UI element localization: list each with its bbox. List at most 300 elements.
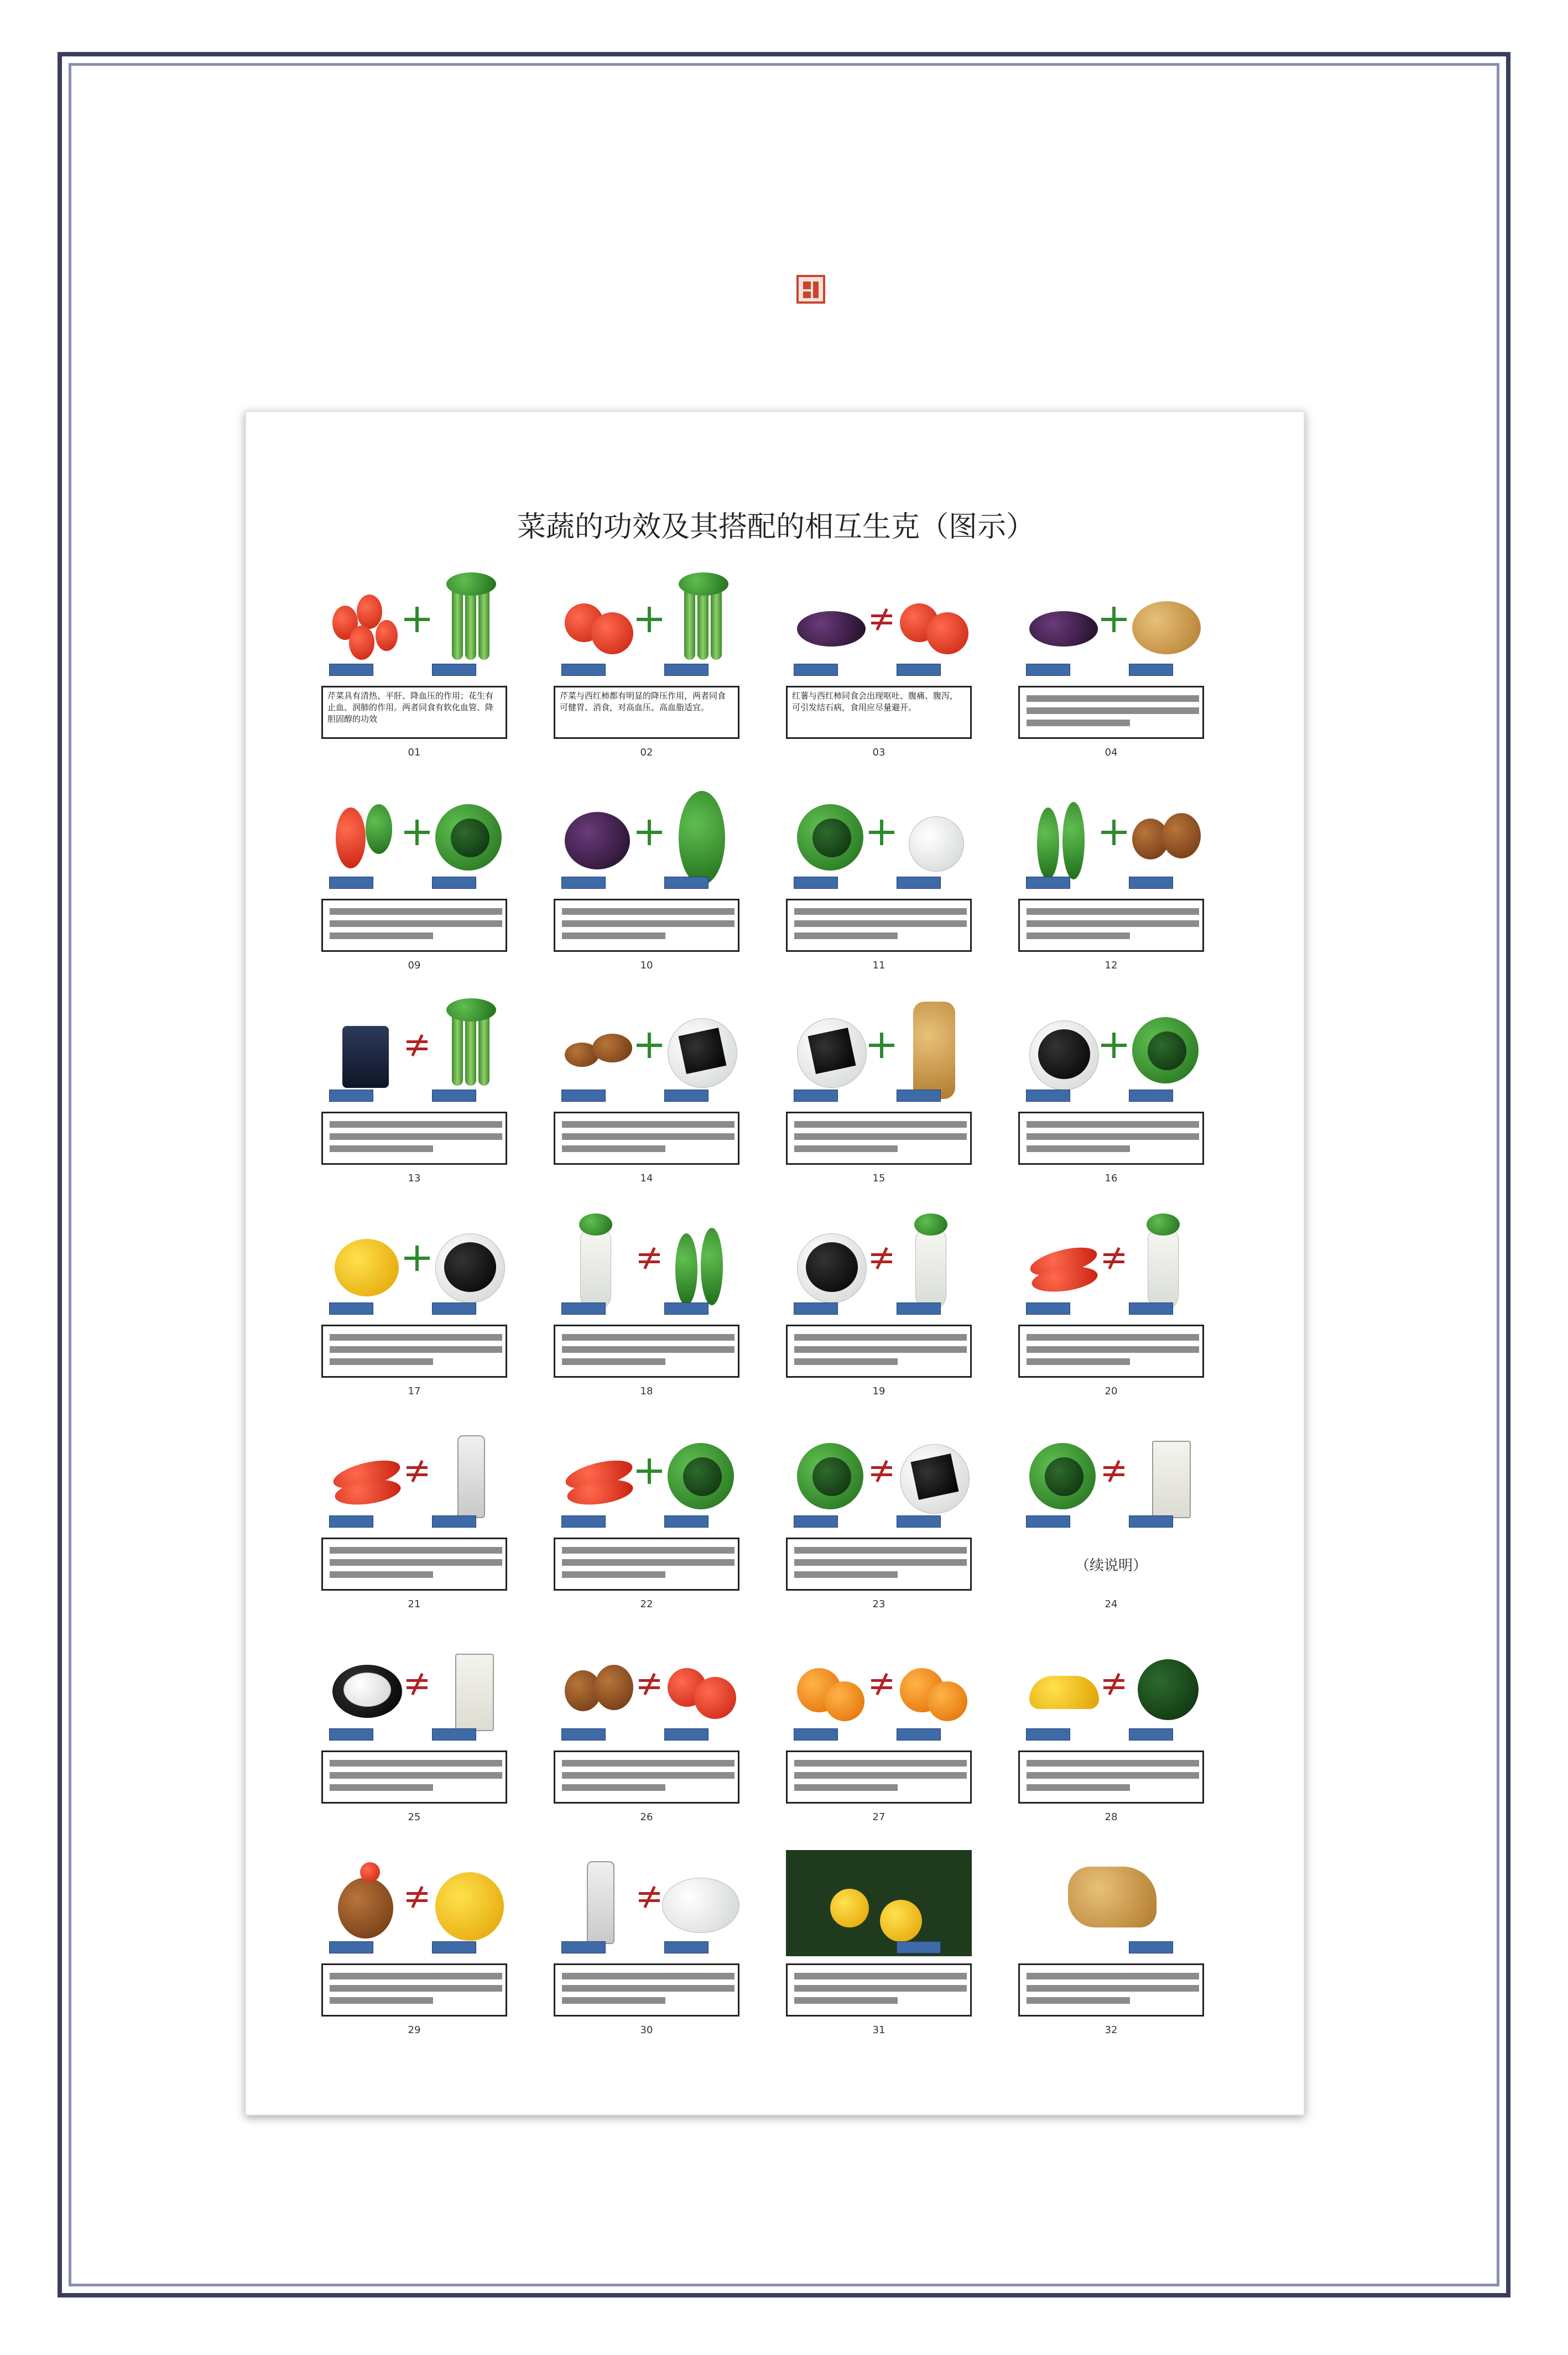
food-name-tag <box>1129 877 1173 889</box>
red-nuts-icon <box>376 620 398 651</box>
caption-text-lines <box>330 1334 502 1371</box>
caption-box <box>1018 1112 1204 1165</box>
food-photo <box>321 1637 507 1743</box>
food-name-tag <box>561 1302 606 1315</box>
cell-number: 13 <box>408 1173 421 1184</box>
radish-icon <box>580 1228 611 1311</box>
food-pair-cell <box>319 1637 509 1839</box>
name-tags <box>786 1728 972 1742</box>
cell-number: 24 <box>1105 1598 1118 1610</box>
food-name-tag <box>1026 1090 1070 1102</box>
name-tags <box>1018 1941 1204 1955</box>
caption-line <box>1027 1985 1199 1992</box>
caption-line <box>330 1772 502 1779</box>
caption-box <box>786 1325 972 1378</box>
caption-text-lines <box>562 1121 734 1158</box>
caption-line <box>330 1358 433 1365</box>
sheep-icon <box>662 1878 739 1933</box>
scallion-icon <box>446 998 496 1022</box>
caption-line <box>330 1133 502 1140</box>
caption-line <box>1027 1997 1130 2004</box>
caption-line <box>1027 908 1199 915</box>
food-photo <box>786 1850 972 1956</box>
name-tags <box>554 664 739 677</box>
food-name-tag <box>897 1090 941 1102</box>
caption-line <box>1027 920 1199 927</box>
celery-icon <box>446 572 496 596</box>
radish-icon <box>579 1213 612 1236</box>
white-fungus-icon <box>335 1239 399 1296</box>
radish-icon <box>1147 1213 1180 1236</box>
tomato-icon <box>591 612 633 654</box>
garlic-icon <box>909 816 964 872</box>
food-pair-cell <box>784 1850 974 2052</box>
caption-text-lines <box>562 1547 734 1583</box>
continuation-note: （续说明） <box>1075 1557 1147 1574</box>
caption-line <box>330 1145 433 1152</box>
cell-number: 16 <box>1105 1173 1118 1184</box>
cell-number: 32 <box>1105 2024 1118 2036</box>
name-tags <box>321 877 507 890</box>
caption-line <box>794 1997 898 2004</box>
potato-icon <box>1162 813 1201 858</box>
caption-text-lines <box>562 1973 734 2009</box>
caption-line <box>562 1571 665 1578</box>
food-pair-cell <box>784 1211 974 1413</box>
name-tags <box>321 1090 507 1103</box>
caption-text-lines <box>1027 908 1199 945</box>
food-name-tag <box>664 1728 709 1741</box>
not-equal-icon <box>869 1458 894 1484</box>
food-name-tag <box>664 1941 709 1953</box>
caption-box <box>321 1963 507 2017</box>
cell-number: 31 <box>872 2024 885 2036</box>
cucumber-icon <box>701 1228 723 1305</box>
caption-line <box>330 1547 502 1554</box>
name-tags <box>554 877 739 890</box>
plus-icon <box>637 820 662 845</box>
watermelon-icon <box>1138 1659 1199 1720</box>
milk-icon <box>1152 1441 1191 1518</box>
scallion-icon <box>478 1013 489 1086</box>
food-photo <box>321 572 507 679</box>
name-tags <box>321 1515 507 1529</box>
rooster-icon <box>360 1862 380 1882</box>
food-name-tag <box>794 1515 838 1528</box>
caption-text-lines <box>330 1973 502 2009</box>
caption-line <box>562 1760 734 1767</box>
food-name-tag <box>664 877 709 889</box>
caption-box <box>786 1538 972 1591</box>
food-pair-cell <box>784 998 974 1200</box>
food-pair-cell <box>1016 1850 1206 2052</box>
celery-icon <box>711 587 722 660</box>
food-name-tag <box>329 877 373 889</box>
caption-line <box>794 1346 967 1353</box>
mushroom-icon <box>592 1034 632 1062</box>
plus-icon <box>637 1033 662 1058</box>
pepper-icon <box>336 807 366 868</box>
spinach-icon <box>812 1457 851 1496</box>
food-name-tag <box>432 1515 476 1528</box>
cell-number: 29 <box>408 2024 421 2036</box>
pepper-icon <box>366 804 392 854</box>
cell-number: 26 <box>640 1811 653 1823</box>
caption-line <box>562 1559 734 1566</box>
enoki-icon <box>913 1002 955 1099</box>
cell-number: 15 <box>872 1173 885 1184</box>
food-pair-cell <box>551 998 742 1200</box>
cell-number: 01 <box>408 747 421 758</box>
cell-number: 23 <box>872 1598 885 1610</box>
caption-line <box>1027 1760 1199 1767</box>
caption-box <box>1018 1963 1204 2017</box>
plus-icon <box>404 1246 430 1271</box>
caption-line <box>794 920 967 927</box>
cell-number: 17 <box>408 1385 421 1397</box>
name-tags <box>554 1090 739 1103</box>
caption-text-lines <box>794 1334 967 1371</box>
food-name-tag <box>794 1302 838 1315</box>
food-name-tag <box>329 664 373 676</box>
caption-box <box>1018 1750 1204 1804</box>
caption-line <box>562 932 665 939</box>
food-pair-cell <box>319 1424 509 1626</box>
milk-icon <box>455 1654 494 1731</box>
liquor-icon <box>457 1435 485 1518</box>
spinach-icon <box>1045 1457 1083 1496</box>
food-pair-cell <box>784 1637 974 1839</box>
food-pair-cell <box>1016 572 1206 774</box>
caption-line <box>1027 707 1199 714</box>
caption-line <box>1027 695 1199 702</box>
caption-text-lines <box>1027 1973 1199 2009</box>
not-equal-icon <box>869 1246 894 1271</box>
food-name-tag <box>561 1515 606 1528</box>
eggplant-icon <box>565 812 630 869</box>
caption-line <box>794 1145 898 1152</box>
food-photo <box>1018 1850 1204 1956</box>
name-tags <box>554 1941 739 1955</box>
food-photo <box>554 1850 739 1956</box>
caption-line <box>562 1346 734 1353</box>
caption-line <box>794 932 898 939</box>
name-tags <box>786 1515 972 1529</box>
caption-line <box>330 1997 433 2004</box>
caption-line <box>562 1985 734 1992</box>
food-pair-cell <box>551 785 742 987</box>
food-pair-cell <box>784 1424 974 1626</box>
food-photo <box>321 1424 507 1530</box>
food-photo <box>321 998 507 1104</box>
celery-icon <box>679 572 728 596</box>
food-photo <box>1018 998 1204 1104</box>
cell-number: 02 <box>640 747 653 758</box>
name-tags <box>786 1941 972 1955</box>
caption-line <box>562 1973 734 1979</box>
cucumber-icon <box>675 1233 697 1305</box>
food-name-tag <box>664 1302 709 1315</box>
caption-line <box>562 1334 734 1341</box>
food-name-tag <box>1129 1941 1173 1953</box>
caption-line <box>1027 1346 1199 1353</box>
poster-sheet <box>245 411 1305 2116</box>
radish-icon <box>914 1213 947 1236</box>
radish-icon <box>1148 1228 1179 1311</box>
caption-line <box>794 1760 967 1767</box>
food-name-tag <box>1026 1728 1070 1741</box>
not-equal-icon <box>869 1671 894 1697</box>
food-name-tag <box>329 1302 373 1315</box>
food-name-tag <box>664 1090 709 1102</box>
sweet-potato-icon <box>1029 611 1098 647</box>
caption-box <box>321 1750 507 1804</box>
food-name-tag <box>432 1728 476 1741</box>
red-nuts-icon <box>357 595 382 629</box>
caption-text-lines <box>794 908 967 945</box>
caption-line <box>1027 1145 1130 1152</box>
plus-icon <box>869 820 894 845</box>
caption-line <box>330 908 502 915</box>
caption-box <box>554 1750 739 1804</box>
caption-line <box>794 1334 967 1341</box>
plus-icon <box>1101 607 1127 632</box>
black-fungus-icon <box>444 1242 496 1292</box>
caption-line <box>562 1145 665 1152</box>
caption-box <box>786 1963 972 2017</box>
food-name-tag <box>1129 1090 1173 1102</box>
spinach-icon <box>683 1457 722 1496</box>
caption-line <box>330 1334 502 1341</box>
caption-line <box>794 1973 967 1979</box>
cell-number: 22 <box>640 1598 653 1610</box>
caption-text-lines <box>330 1760 502 1796</box>
plus-icon <box>404 820 430 845</box>
seal-stamp <box>796 275 825 304</box>
food-name-tag <box>1129 664 1173 676</box>
lemon-icon <box>928 1681 967 1721</box>
caption-line <box>562 1997 665 2004</box>
caption-text-lines <box>794 1760 967 1796</box>
cell-number: 14 <box>640 1173 653 1184</box>
caption-box <box>786 899 972 952</box>
food-pair-cell <box>319 572 509 774</box>
not-equal-icon <box>404 1033 430 1058</box>
food-pair-cell <box>1016 1424 1206 1626</box>
caption-line <box>794 1985 967 1992</box>
caption-text-lines <box>794 1121 967 1158</box>
honey-jar-icon <box>342 1026 389 1088</box>
plus-icon <box>637 1458 662 1484</box>
name-tags <box>321 1941 507 1955</box>
greens-icon <box>451 819 489 857</box>
name-tags <box>554 1302 739 1316</box>
rooster-icon <box>338 1878 393 1939</box>
caption-line <box>330 1760 502 1767</box>
caption-line <box>1027 1358 1130 1365</box>
celery-icon <box>478 587 489 660</box>
caption-line <box>562 1358 665 1365</box>
caption-line <box>794 1358 898 1365</box>
name-tags <box>1018 877 1204 890</box>
food-name-tag <box>329 1090 373 1102</box>
food-name-tag <box>329 1941 373 1953</box>
caption-line <box>330 1346 502 1353</box>
caption-text-lines <box>330 908 502 945</box>
food-pair-cell <box>551 1424 742 1626</box>
caption-box <box>786 1112 972 1165</box>
caption-line <box>330 1559 502 1566</box>
caption-box <box>554 1112 739 1165</box>
caption-line <box>794 1571 898 1578</box>
not-equal-icon <box>637 1884 662 1910</box>
plus-icon <box>637 607 662 632</box>
food-name-tag <box>432 1090 476 1102</box>
not-equal-icon <box>1101 1246 1127 1271</box>
caption-line <box>562 908 734 915</box>
cell-number: 18 <box>640 1385 653 1397</box>
food-pair-cell <box>319 1211 509 1413</box>
poster-title: 菜蔬的功效及其搭配的相互生克（图示） <box>517 510 1035 544</box>
food-name-tag <box>561 1090 606 1102</box>
food-name-tag <box>432 664 476 676</box>
food-photo <box>554 1637 739 1743</box>
caption-line <box>1027 720 1130 726</box>
seaweed-icon <box>1148 1031 1186 1070</box>
caption-text-lines <box>794 1973 967 2009</box>
not-equal-icon <box>637 1671 662 1697</box>
food-name-tag <box>329 1515 373 1528</box>
caption-text-lines <box>330 1547 502 1583</box>
food-pair-cell <box>1016 785 1206 987</box>
food-name-tag <box>329 1728 373 1741</box>
name-tags <box>1018 664 1204 677</box>
food-photo <box>1018 785 1204 892</box>
caption-line <box>1027 1334 1199 1341</box>
food-photo <box>554 998 739 1104</box>
red-nuts-icon <box>349 626 374 660</box>
green-bean-icon <box>1062 802 1085 879</box>
caption-box: 芹菜具有清热、平肝、降血压的作用；花生有止血、润肺的作用。两者同食有软化血管、降胆固醇的功效 <box>321 686 507 739</box>
orange-icon <box>825 1681 864 1721</box>
caption-box <box>554 899 739 952</box>
caption-line <box>1027 1784 1130 1791</box>
cell-number: 27 <box>872 1811 885 1823</box>
food-pair-cell <box>551 1850 742 2052</box>
caption-line <box>330 932 433 939</box>
daylily-icon <box>880 1900 922 1942</box>
caption-box <box>1018 686 1204 739</box>
caption-box: 芹菜与西红柿都有明显的降压作用，两者同食可健胃、消食，对高血压、高血脂适宜。 <box>554 686 739 739</box>
name-tags <box>786 1302 972 1316</box>
caption-line <box>794 1559 967 1566</box>
plus-icon <box>869 1033 894 1058</box>
caption-line <box>562 1133 734 1140</box>
persimmon-icon <box>694 1677 736 1719</box>
name-tags <box>1018 1515 1204 1529</box>
caption-text-lines <box>562 1760 734 1796</box>
food-name-tag <box>794 877 838 889</box>
food-photo <box>1018 1424 1204 1530</box>
food-photo <box>786 1637 972 1743</box>
caption-line <box>330 920 502 927</box>
caption-line <box>1027 1973 1199 1979</box>
cell-number: 11 <box>872 960 885 971</box>
food-pair-cell <box>319 785 509 987</box>
caption-line <box>1027 1133 1199 1140</box>
food-name-tag <box>1026 877 1070 889</box>
caption-line <box>330 1985 502 1992</box>
food-name-tag <box>897 1941 941 1953</box>
cell-number: 20 <box>1105 1385 1118 1397</box>
food-name-tag <box>1129 1515 1173 1528</box>
food-name-tag <box>561 664 606 676</box>
food-name-tag <box>432 1302 476 1315</box>
cell-number: 25 <box>408 1811 421 1823</box>
vinegar-icon <box>587 1861 614 1944</box>
food-photo <box>321 785 507 892</box>
not-equal-icon <box>637 1246 662 1271</box>
food-pair-cell <box>319 1850 509 2052</box>
caption-line <box>794 1133 967 1140</box>
caption-box <box>554 1325 739 1378</box>
ginger-icon <box>1068 1867 1157 1927</box>
food-name-tag <box>897 664 941 676</box>
caption-line <box>1027 1121 1199 1128</box>
food-pair-cell <box>551 1211 742 1413</box>
food-photo <box>554 785 739 892</box>
not-equal-icon <box>1101 1671 1127 1697</box>
daylily-icon <box>830 1889 869 1927</box>
food-pair-cell <box>784 785 974 987</box>
chrysanthemum-icon <box>435 1872 504 1941</box>
caption-line <box>330 1121 502 1128</box>
caption-line <box>794 1121 967 1128</box>
food-photo <box>786 998 972 1104</box>
lettuce-icon <box>812 819 851 857</box>
food-name-tag <box>897 1515 941 1528</box>
food-photo <box>554 1211 739 1317</box>
name-tags <box>554 1515 739 1529</box>
caption-line <box>794 1784 898 1791</box>
cell-number: 19 <box>872 1385 885 1397</box>
name-tags <box>786 1090 972 1103</box>
caption-line <box>1027 1772 1199 1779</box>
food-photo <box>554 1424 739 1530</box>
plus-icon <box>1101 1033 1127 1058</box>
food-photo <box>1018 1211 1204 1317</box>
caption-text-lines <box>1027 1760 1199 1796</box>
food-name-tag <box>1026 664 1070 676</box>
food-name-tag <box>561 1941 606 1953</box>
caption-line <box>330 1973 502 1979</box>
caption-line <box>562 1772 734 1779</box>
bitter-melon-icon <box>679 791 725 885</box>
name-tags <box>1018 1728 1204 1742</box>
food-pair-cell <box>319 998 509 1200</box>
caption-line <box>1027 932 1130 939</box>
caption-box: 红薯与西红柿同食会出现呕吐、腹痛、腹泻，可引发结石病，食用应尽量避开。 <box>786 686 972 739</box>
food-pair-cell <box>1016 1211 1206 1413</box>
food-name-tag <box>1129 1302 1173 1315</box>
cell-number: 09 <box>408 960 421 971</box>
name-tags <box>1018 1090 1204 1103</box>
food-photo <box>786 1211 972 1317</box>
food-name-tag <box>1026 1302 1070 1315</box>
caption-line <box>794 1772 967 1779</box>
caption-line <box>562 1547 734 1554</box>
caption-text-lines <box>794 1547 967 1583</box>
